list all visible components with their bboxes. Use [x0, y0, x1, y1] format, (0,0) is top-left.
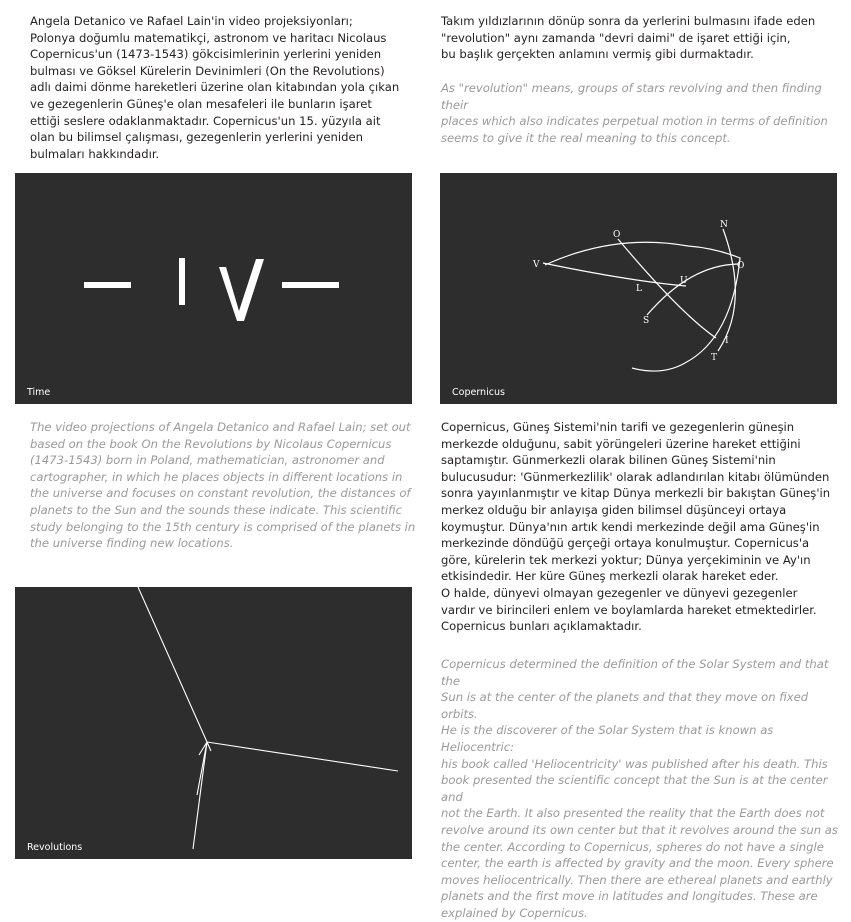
label-l: L — [636, 284, 642, 294]
copernicus-english: Copernicus determined the definition of the Solar System and that the Sun is at the center of the planets and that they move on fixed orbits. He is the discoverer of the Solar System that is known as Heliocentric: his book called 'Heliocentricity' was published after his death. This book presented the scientific concept that the Sun is at the center and not the Earth. It also presented the reality that the Earth does not revolve around its own center but that it revolves around the sun as the center. According to Copernicus, spheres do not have a single center, the earth is affected by gravity and the moon. Every sphere moves heliocentrically. Then there are ethereal planets and earthly planets and the first move in latitudes and longitudes. These are explained by Copernicus. — [441, 657, 838, 920]
dash-right — [282, 282, 339, 288]
arc-o-i — [618, 239, 716, 338]
line-top — [138, 587, 207, 742]
line-long-down — [193, 742, 207, 849]
time-panel — [15, 173, 412, 404]
line-short-b — [207, 742, 211, 751]
revolutions-panel — [15, 587, 412, 859]
label-i: I — [725, 336, 729, 346]
label-o-top: O — [613, 230, 621, 240]
revolutions-lines — [15, 587, 412, 859]
label-u: U — [680, 276, 688, 286]
copernicus-panel — [440, 173, 837, 404]
time-glyphs — [15, 173, 412, 404]
revolutions-caption: Revolutions — [27, 842, 83, 853]
bar-i — [179, 258, 185, 305]
arc-v-u — [543, 263, 686, 286]
label-v: V — [533, 260, 540, 270]
intro-turkish: Angela Detanico ve Rafael Lain'in video projeksiyonları; Polonya doğumlu matematikçi, astronom ve haritacı Nicolaus Copernicus'un (1473-1543) gökcisimlerinin yerlerini yeniden bulması ve Göksel Kürelerin Devinimleri (On the Revolutions) adlı daimi dönme hareketleri üzerine olan kitabından yola çıkan ve gezegenlerin Güneş'e olan mesafeleri ile bunların işaret ettiği seslere odaklanmaktadır. Copernicus'un 15. yüzyıla ait olan bu bilimsel çalışması, gezegenlerin yerlerini yeniden bulmaları hakkındadır. — [30, 14, 400, 161]
arc-n-t — [718, 229, 735, 351]
label-s: S — [643, 316, 650, 326]
glyph-v — [219, 259, 264, 321]
label-t: T — [711, 353, 718, 363]
dash-left — [84, 282, 131, 288]
revolution-english: As "revolution" means, groups of stars revolving and then finding their places which also indicates perpetual motion in terms of definition seems to give it the real meaning to this concept. — [441, 81, 828, 145]
copernicus-caption: Copernicus — [452, 387, 505, 398]
label-o-right: O — [737, 261, 745, 271]
intro-english: The video projections of Angela Detanico and Rafael Lain; set out based on the book On the Revolutions by Nicolaus Copernicus (1473-1543) born in Poland, mathematician, astronomer and cartographer, in which he places objects in different locations in the universe and focuses on constant revolution, the distances of planets to the Sun and the sounds these indicate. This scientific study belonging to the 15th century is comprised of the planets in the universe finding new locations. — [30, 420, 416, 551]
copernicus-turkish: Copernicus, Güneş Sistemi'nin tarifi ve gezegenlerin güneşin merkezde olduğunu, sabit yörüngeleri üzerine hareket ettiğini saptamıştır. Günmerkezli olarak bilinen Güneş Sistemi'nin bulucusudur: 'Günmerkezlilik' olarak adlandırılan kitabı ölümünden sonra yayınlanmıştır ve kitap Dünya merkezli bir bakıştan Güneş'in merkez olduğu bir anlayışa giden bilimsel düşünceyi ortaya koymuştur. Dünya'nın artık kendi merkezinde değil ama Güneş'in merkezinde döndüğü gerçeği ortaya konulmuştur. Copernicus'a göre, kürelerin tek merkezi yoktur; Dünya yerçekiminin ve Ay'ın etkisindedir. Her küre Güneş merkezli olarak hareket eder. O halde, dünyevi olmayan gezegenler ve dünyevi gezegenler vardır ve birincileri enlem ve boylamlarda hareket etmektedirler. Copernicus bunları açıklamaktadır. — [441, 420, 831, 634]
big-arc — [545, 242, 740, 371]
label-n: N — [720, 220, 728, 230]
time-caption: Time — [27, 387, 51, 398]
revolution-turkish: Takım yıldızlarının dönüp sonra da yerlerini bulmasını ifade eden "revolution" aynı zamanda "devri daimi" de işaret ettiği için, bu başlık gerçekten anlamını vermiş gibi durmaktadır. — [441, 14, 816, 62]
arc-s-o — [647, 264, 738, 315]
line-right — [207, 742, 398, 771]
copernicus-diagram — [440, 173, 837, 404]
